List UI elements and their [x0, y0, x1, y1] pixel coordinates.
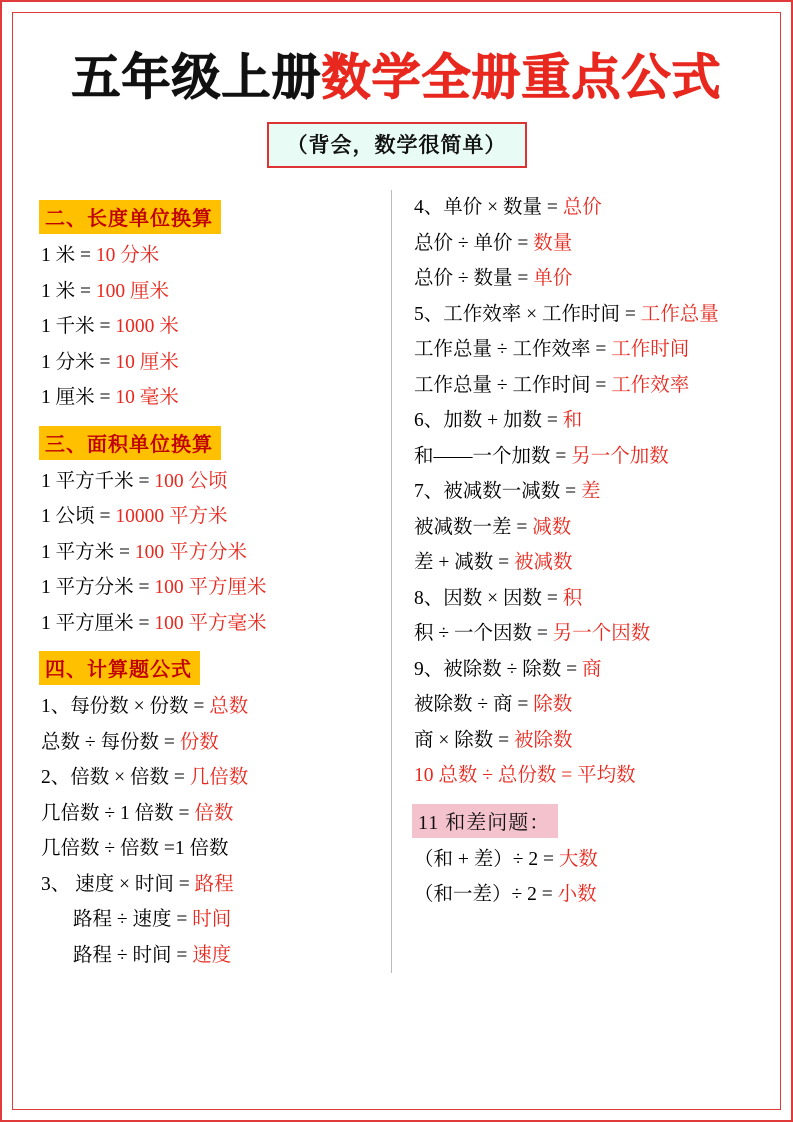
formula-result: 差	[581, 481, 601, 502]
formula-text: 1 平方米 =	[41, 541, 135, 563]
formula-line	[412, 723, 754, 759]
formula-text: 被减数一差 =	[414, 516, 533, 538]
section-heading-length-units: 二、长度单位换算	[39, 200, 221, 234]
formula-text: 1 米 =	[41, 245, 96, 266]
formula-line	[412, 190, 754, 226]
formula-line	[39, 380, 377, 416]
formula-result: 工作总量	[640, 303, 719, 325]
formula-text: 和——一个加数 =	[414, 445, 572, 467]
formula-result: 100 公顷	[154, 470, 228, 492]
formula-text: 3、 速度 × 时间 =	[41, 873, 195, 895]
formula-result: 时间	[192, 909, 232, 930]
formula-line	[39, 499, 377, 535]
formula-result: 10000 平方米	[115, 506, 228, 527]
section-heading-calculation-formulas: 四、计算题公式	[39, 651, 200, 685]
subtitle-container	[39, 122, 754, 168]
formula-line	[412, 439, 754, 475]
page-title-black: 五年级上册	[71, 48, 322, 106]
formula-result: 速度	[192, 944, 232, 966]
formula-result: 积	[562, 587, 583, 609]
formula-text: 6、加数 + 加数 =	[414, 410, 563, 431]
formula-text: 9、被除数 ÷ 除数 =	[414, 658, 582, 680]
formula-line	[39, 938, 377, 974]
formula-line	[39, 725, 377, 761]
section-area-units	[39, 416, 377, 642]
section-heading-area-units: 三、面积单位换算	[39, 426, 221, 460]
formula-result: 另一个因数	[552, 623, 651, 644]
formula-result: 数量	[533, 232, 573, 254]
formula-result: 另一个加数	[571, 445, 669, 467]
formula-text: 总数 ÷ 每份数 =	[41, 731, 180, 753]
formula-text: 1 平方分米 =	[41, 577, 155, 598]
formula-line	[412, 758, 754, 794]
formula-line	[412, 581, 754, 617]
formula-text: 7、被减数一减数 =	[414, 481, 581, 502]
formula-text: （和 + 差）÷ 2 =	[414, 848, 559, 870]
formula-line	[39, 274, 377, 310]
section-sum-difference	[412, 794, 754, 913]
formula-text: 4、单价 × 数量 =	[414, 197, 563, 218]
formula-text: 1、每份数 × 份数 =	[41, 696, 210, 717]
formula-line	[39, 238, 377, 274]
formula-text: 1 分米 =	[41, 351, 116, 373]
formula-line	[39, 689, 377, 725]
content-columns	[39, 190, 754, 973]
formula-result: 路程	[194, 873, 234, 895]
formula-line	[412, 403, 754, 439]
formula-line	[39, 570, 377, 606]
document-inner-frame	[12, 12, 781, 1110]
formula-result: 10 毫米	[115, 387, 179, 408]
formula-line	[39, 796, 377, 832]
formula-line	[412, 616, 754, 652]
formula-text: 1 米 =	[41, 280, 96, 302]
formula-line	[412, 510, 754, 546]
formula-line	[412, 297, 754, 333]
formula-result: 单价	[533, 268, 573, 289]
formula-text: 总价 ÷ 单价 =	[414, 232, 534, 254]
formula-line	[39, 535, 377, 571]
formula-line	[39, 831, 377, 867]
left-column	[39, 190, 391, 973]
formula-result: 1000 米	[115, 316, 179, 337]
formula-line	[39, 345, 377, 381]
formula-line	[412, 474, 754, 510]
formula-text: 8、因数 × 因数 =	[414, 587, 563, 609]
formula-line	[412, 261, 754, 297]
formula-text: 1 平方厘米 =	[41, 612, 155, 634]
column-divider	[391, 190, 392, 973]
formula-line	[412, 368, 754, 404]
formula-line	[412, 652, 754, 688]
formula-result: 被除数	[514, 729, 573, 751]
formula-text: 工作总量 ÷ 工作效率 =	[414, 339, 612, 360]
section-heading-sum-difference: 11 和差问题：	[412, 804, 558, 838]
formula-result: 10 厘米	[115, 351, 179, 373]
formula-line	[39, 309, 377, 345]
formula-line	[412, 545, 754, 581]
formula-text: 2、倍数 × 倍数 =	[41, 767, 190, 788]
formula-text: 工作总量 ÷ 工作时间 =	[414, 374, 612, 396]
formula-line	[412, 332, 754, 368]
formula-line	[39, 464, 377, 500]
formula-result: 小数	[557, 884, 597, 905]
formula-result: 100 平方毫米	[154, 612, 267, 634]
formula-result: 几倍数	[189, 767, 249, 788]
formula-result: 大数	[558, 848, 598, 870]
formula-result: 被减数	[514, 552, 573, 573]
formula-result: 10 分米	[95, 245, 160, 266]
section-length-units	[39, 190, 377, 416]
formula-result: 100 平方分米	[134, 541, 248, 563]
formula-result: 工作时间	[611, 339, 690, 360]
formula-result: 10 总数 ÷ 总份数 = 平均数	[414, 765, 636, 786]
formula-text: 1 厘米 =	[41, 387, 116, 408]
formula-result: 100 厘米	[95, 280, 170, 302]
formula-text: 几倍数 ÷ 1 倍数 =	[41, 802, 195, 824]
page-title-red: 数学全册重点公式	[321, 48, 722, 106]
formula-result: 工作效率	[611, 374, 690, 396]
formula-result: 总数	[209, 696, 249, 717]
formula-text: 1 公顷 =	[41, 506, 116, 527]
formula-line	[39, 867, 377, 903]
formula-text: 积 ÷ 一个因数 =	[414, 623, 553, 644]
formula-text: 1 平方千米 =	[41, 470, 155, 492]
formula-line	[412, 877, 754, 913]
right-column	[402, 190, 754, 973]
formula-line	[39, 902, 377, 938]
formula-result: 份数	[179, 731, 219, 753]
formula-result: 和	[562, 410, 583, 431]
formula-result: 总价	[562, 197, 602, 218]
section-calculation-formulas	[39, 641, 377, 973]
formula-line	[412, 226, 754, 262]
page-title	[39, 48, 754, 106]
formula-line	[39, 606, 377, 642]
formula-text: 几倍数 ÷ 倍数 =1 倍数	[41, 838, 229, 859]
formula-line	[412, 687, 754, 723]
formula-text: 总价 ÷ 数量 =	[414, 268, 534, 289]
section-quantity-formulas	[412, 190, 754, 794]
formula-result: 100 平方厘米	[154, 577, 267, 598]
subtitle-badge: （背会，数学很简单）	[267, 122, 527, 168]
formula-text: 5、工作效率 × 工作时间 =	[414, 303, 641, 325]
formula-result: 倍数	[194, 802, 234, 824]
formula-result: 商	[581, 658, 602, 680]
formula-text: 路程 ÷ 时间 =	[73, 944, 193, 966]
formula-line	[39, 760, 377, 796]
formula-text: 商 × 除数 =	[414, 729, 514, 751]
formula-text: 差 + 减数 =	[414, 552, 514, 573]
formula-result: 除数	[533, 694, 573, 715]
formula-line	[412, 842, 754, 878]
formula-text: 路程 ÷ 速度 =	[73, 909, 193, 930]
formula-text: 被除数 ÷ 商 =	[414, 694, 534, 715]
formula-result: 减数	[532, 516, 572, 538]
formula-text: 1 千米 =	[41, 316, 116, 337]
formula-text: （和一差）÷ 2 =	[414, 884, 558, 905]
